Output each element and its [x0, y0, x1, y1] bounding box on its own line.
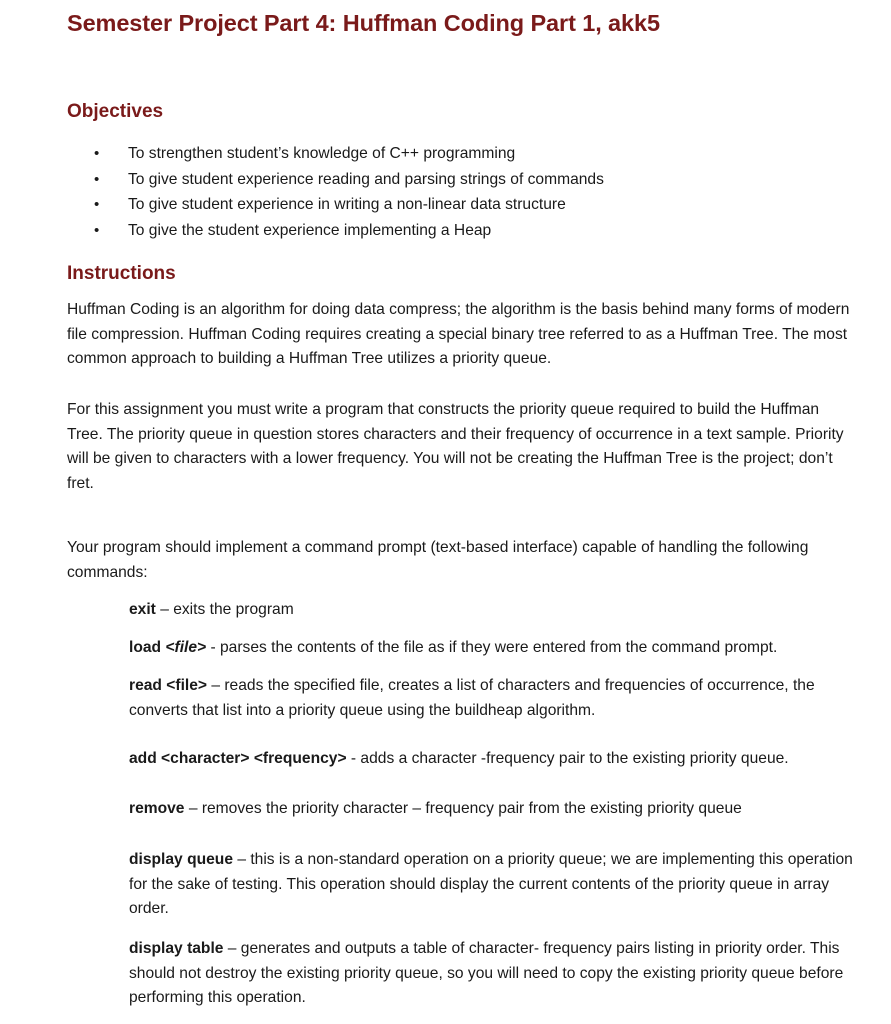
command-keyword: add <character> <frequency>: [129, 750, 347, 767]
command-description: - adds a character -frequency pair to the existing priority queue.: [346, 750, 789, 767]
list-item: [67, 220, 604, 246]
objective-text: To give student experience reading and parsing strings of commands: [128, 170, 604, 188]
command-keyword: display table: [129, 940, 224, 957]
command-display-queue: [129, 848, 857, 922]
command-add: [129, 747, 857, 772]
command-keyword: display queue: [129, 851, 233, 868]
list-item: [67, 194, 604, 220]
objective-text: To strengthen student’s knowledge of C++ programming: [128, 145, 516, 162]
objective-text: To give the student experience implementing a Heap: [128, 222, 492, 240]
command-description: – removes the priority character – frequency pair from the existing priority queue: [184, 800, 742, 817]
bullet-icon: •: [94, 196, 100, 214]
command-load: [129, 636, 857, 661]
command-keyword: [129, 639, 206, 656]
list-item: [67, 143, 604, 169]
objectives-heading: Objectives: [67, 101, 164, 122]
command-description: – generates and outputs a table of character- frequency pairs listing in priority order. This should not destroy the existing priority queue, so you will need to copy the existing priority queue before performing this operation.: [129, 940, 844, 1006]
command-argument: <file>: [165, 639, 207, 656]
command-keyword: exit: [129, 601, 156, 618]
command-exit: [129, 598, 857, 623]
command-display-table: [129, 937, 857, 1011]
instructions-paragraph-1: Huffman Coding is an algorithm for doing data compress; the algorithm is the basis behind many forms of modern file compression. Huffman Coding requires creating a special binary tree referred to as a Huffman Tree. The most common approach to building a Huffman Tree utilizes a priority queue.: [67, 301, 850, 367]
command-read: [129, 674, 857, 723]
command-description: - parses the contents of the file as if they were entered from the command prompt.: [206, 639, 778, 656]
objectives-list: [67, 143, 604, 246]
instructions-heading: Instructions: [67, 263, 176, 284]
document-title: Semester Project Part 4: Huffman Coding Part 1, akk5: [67, 10, 660, 36]
bullet-icon: •: [94, 222, 100, 240]
list-item: [67, 169, 604, 195]
instructions-paragraph-2: For this assignment you must write a program that constructs the priority queue required to build the Huffman Tree. The priority queue in question stores characters and their frequency of occurrence in a text sample. Priority will be given to characters with a lower frequency. You will not be creating the Huffman Tree is the project; don’t fret.: [67, 401, 844, 492]
command-description: – exits the program: [155, 601, 294, 618]
command-description: – this is a non-standard operation on a priority queue; we are implementing this operation for the sake of testing. This operation should display the current contents of the priority queue in array order.: [129, 851, 853, 917]
command-keyword-text: load: [129, 639, 166, 656]
objective-text: To give student experience in writing a non-linear data structure: [128, 196, 566, 214]
command-keyword: remove: [129, 800, 185, 817]
bullet-icon: •: [94, 145, 100, 162]
command-description: – reads the specified file, creates a list of characters and frequencies of occurrence, the converts that list into a priority queue using the buildheap algorithm.: [129, 677, 815, 719]
command-remove: [129, 797, 857, 822]
bullet-icon: •: [94, 170, 100, 188]
command-keyword: read <file>: [129, 677, 208, 694]
instructions-paragraph-3: Your program should implement a command prompt (text-based interface) capable of handling the following commands:: [67, 539, 809, 581]
